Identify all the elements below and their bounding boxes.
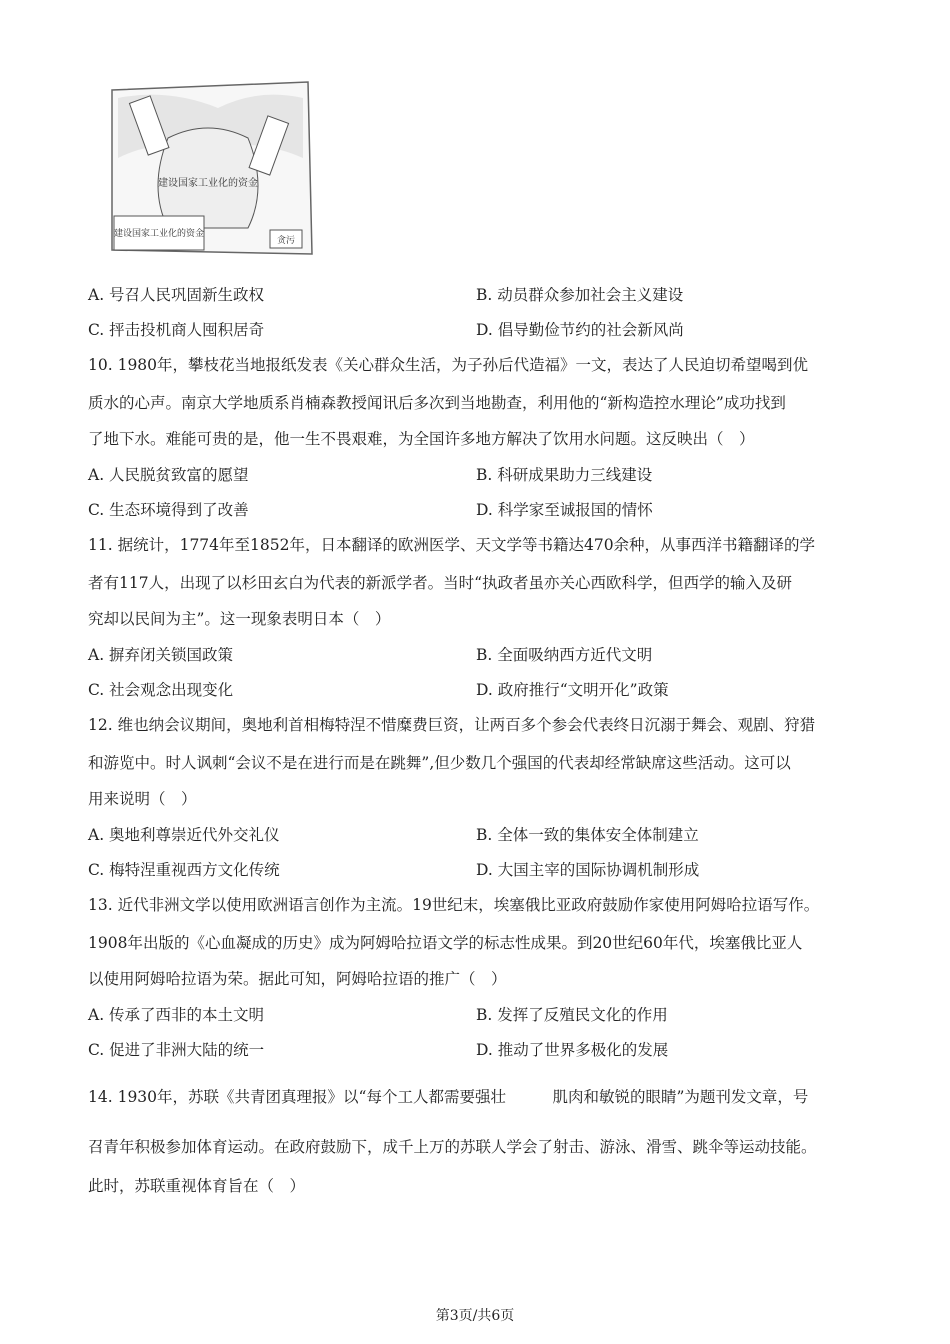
- q13-stem-line: 1908年出版的《心血凝成的历史》成为阿姆哈拉语文学的标志性成果。到20世纪60年代，埃塞俄比亚人: [88, 934, 803, 952]
- q9-option-c: C. 抨击投机商人囤积居奇: [88, 321, 265, 339]
- page-number: 第3页/共6页: [435, 1308, 515, 1324]
- cartoon-figure: [108, 78, 314, 258]
- q10-stem-line: 质水的心声。南京大学地质系肖楠森教授闻讯后多次到当地勘查，利用他的“新构造控水理论”成功找到: [88, 394, 786, 412]
- q10-stem-line: 10. 1980年，攀枝花当地报纸发表《关心群众生活，为子孙后代造福》一文，表达了人民迫切希望喝到优: [88, 356, 809, 374]
- q13-option-a: A. 传承了西非的本土文明: [88, 1006, 265, 1024]
- q9-option-b: B. 动员群众参加社会主义建设: [476, 286, 684, 304]
- q12-option-b: B. 全体一致的集体安全体制建立: [476, 826, 699, 844]
- q13-option-c: C. 促进了非洲大陆的统一: [88, 1041, 265, 1059]
- q11-option-b: B. 全面吸纳西方近代文明: [476, 646, 653, 664]
- q11-option-c: C. 社会观念出现变化: [88, 681, 234, 699]
- q11-option-d: D. 政府推行“文明开化”政策: [476, 681, 669, 699]
- q13-stem-line: 以使用阿姆哈拉语为荣。据此可知，阿姆哈拉语的推广（ ）: [88, 970, 507, 988]
- q12-option-c: C. 梅特涅重视西方文化传统: [88, 861, 280, 879]
- q14-stem-line: 14. 1930年，苏联《共青团真理报》以“每个工人都需要强壮 肌肉和敏锐的眼睛”为题刊发文章，号: [88, 1088, 809, 1106]
- q10-option-d: D. 科学家至诚报国的情怀: [476, 501, 653, 519]
- q13-option-d: D. 推动了世界多极化的发展: [476, 1041, 669, 1059]
- q12-stem-line: 12. 维也纳会议期间，奥地利首相梅特涅不惜糜费巨资，让两百多个参会代表终日沉溺于舞会、观剧、狩猎: [88, 716, 816, 734]
- q10-option-b: B. 科研成果助力三线建设: [476, 466, 653, 484]
- q11-stem-line: 者有117人，出现了以杉田玄白为代表的新派学者。当时“执政者虽亦关心西欧科学，但西学的输入及研: [88, 574, 793, 592]
- box-label: 建设国家工业化的资金: [113, 229, 205, 239]
- q11-option-a: A. 摒弃闭关锁国政策: [88, 646, 234, 664]
- q9-option-a: A. 号召人民巩固新生政权: [88, 286, 265, 304]
- q9-option-d: D. 倡导勤俭节约的社会新风尚: [476, 321, 684, 339]
- q10-stem-line: 了地下水。难能可贵的是，他一生不畏艰难，为全国许多地方解决了饮用水问题。这反映出（ ）: [88, 430, 755, 448]
- q13-option-b: B. 发挥了反殖民文化的作用: [476, 1006, 668, 1024]
- q10-option-a: A. 人民脱贫致富的愿望: [88, 466, 249, 484]
- q14-stem-line: 召青年积极参加体育运动。在政府鼓励下，成千上万的苏联人学会了射击、游泳、滑雪、跳伞等运动技能。: [88, 1138, 817, 1156]
- corruption-label: 贪污: [276, 236, 296, 246]
- q14-stem-line: 此时，苏联重视体育旨在（ ）: [88, 1177, 306, 1195]
- q12-option-a: A. 奥地利尊崇近代外交礼仪: [88, 826, 280, 844]
- q10-option-c: C. 生态环境得到了改善: [88, 501, 249, 519]
- q11-stem-line: 11. 据统计，1774年至1852年，日本翻译的欧洲医学、天文学等书籍达470余种，从事西洋书籍翻译的学: [88, 536, 816, 554]
- q11-stem-line: 究却以民间为主”。这一现象表明日本（ ）: [88, 610, 391, 628]
- bag-label: 建设国家工业化的资金: [158, 178, 258, 189]
- q13-stem-line: 13. 近代非洲文学以使用欧洲语言创作为主流。19世纪末，埃塞俄比亚政府鼓励作家使用阿姆哈拉语写作。: [88, 896, 820, 914]
- q12-stem-line: 和游览中。时人讽刺“会议不是在进行而是在跳舞”,但少数几个强国的代表却经常缺席这些活动。这可以: [88, 754, 791, 772]
- q12-option-d: D. 大国主宰的国际协调机制形成: [476, 861, 700, 879]
- q12-stem-line: 用来说明（ ）: [88, 790, 197, 808]
